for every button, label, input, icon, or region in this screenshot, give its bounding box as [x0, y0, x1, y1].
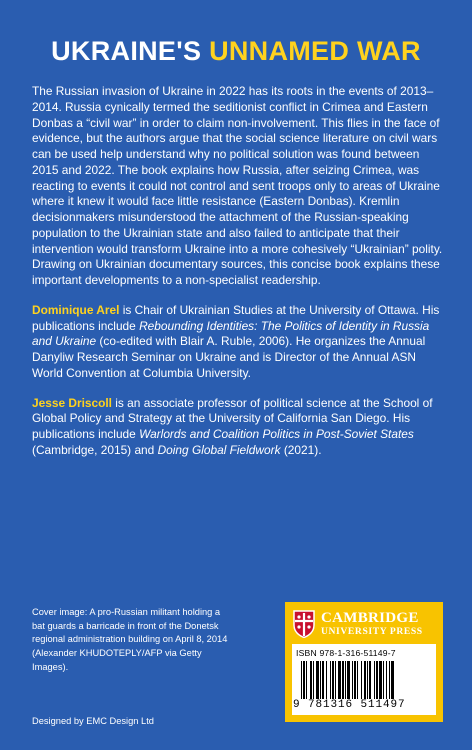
author-bio-1	[32, 303, 444, 382]
cover-image-credit: Cover image: A pro-Russian militant holding a bat guards a barricade in front of the Donetsk regional administration building on April 8, 2014 (Alexander KHUDOTEPLY/AFP via Getty Images).	[32, 607, 228, 672]
title-part-1: UKRAINE'S	[51, 36, 210, 66]
author-bio-2	[32, 396, 444, 459]
author-bio-1-text-a: is Chair of Ukrainian Studies at the University of Ottawa. His publications include	[32, 302, 440, 333]
author-bio-2-text-b: (Cambridge, 2015) and	[32, 442, 158, 457]
barcode-icon	[301, 661, 429, 699]
author-name-2: Jesse Driscoll	[32, 395, 112, 410]
author-name-1: Dominique Arel	[32, 302, 120, 317]
book-title	[0, 36, 472, 67]
barcode-digits: 9 781316 511497	[293, 699, 406, 711]
author-1-book-title: Rebounding Identities: The Politics of Identity in Russia and Ukraine	[32, 318, 430, 349]
publisher-name-sub: UNIVERSITY PRESS	[321, 626, 423, 637]
author-bio-1-text-b: (co-edited with Blair A. Ruble, 2006). He organizes the Annual Danyliw Research Seminar on Ukraine and is Director of the Annual ASN World Convention at Columbia University.	[32, 334, 426, 380]
author-bio-2-text-a: is an associate professor of political science at the School of Global Policy and Strategy at the University of California San Diego. His publications include	[32, 395, 433, 441]
cambridge-shield-icon	[293, 610, 315, 638]
book-description: The Russian invasion of Ukraine in 2022 has its roots in the events of 2013–2014. Russia cynically termed the seditionist conflict in Crimea and Eastern Donbas a “civil war” in order to claim non-involvement. This flies in the face of evidence, but the authors argue that the social science literature on civil wars can be used help understand why no political solution was found between 2015 and 2022. The book explains how Russia, after seizing Crimea, was reacting to events it could not control and sent troops only to areas of Ukraine where it knew it would face little resistance (Eastern Donbas). Kremlin decisionmakers misunderstood the attachment of the Russian-speaking population to the Ukrainian state and also failed to anticipate that their intervention would transform Ukraine into a more cohesively “Ukrainian” polity. Drawing on Ukrainian documentary sources, this concise book explains these important developments to a non-specialist readership.	[32, 84, 443, 287]
author-2-book-title-1: Warlords and Coalition Politics in Post-Soviet States	[139, 427, 414, 441]
isbn-number: ISBN 978-1-316-51149-7	[296, 648, 396, 658]
designer-credit: Designed by EMC Design Ltd	[32, 716, 154, 726]
author-2-book-title-2: Doing Global Fieldwork	[157, 442, 281, 457]
title-part-2: UNNAMED WAR	[209, 36, 421, 66]
publisher-box	[285, 602, 443, 722]
publisher-name: CAMBRIDGE	[321, 610, 419, 626]
author-bio-2-text-c: (2021).	[280, 442, 322, 457]
barcode-panel	[292, 644, 436, 715]
back-cover-text	[32, 84, 444, 473]
publisher-logo	[293, 610, 435, 638]
